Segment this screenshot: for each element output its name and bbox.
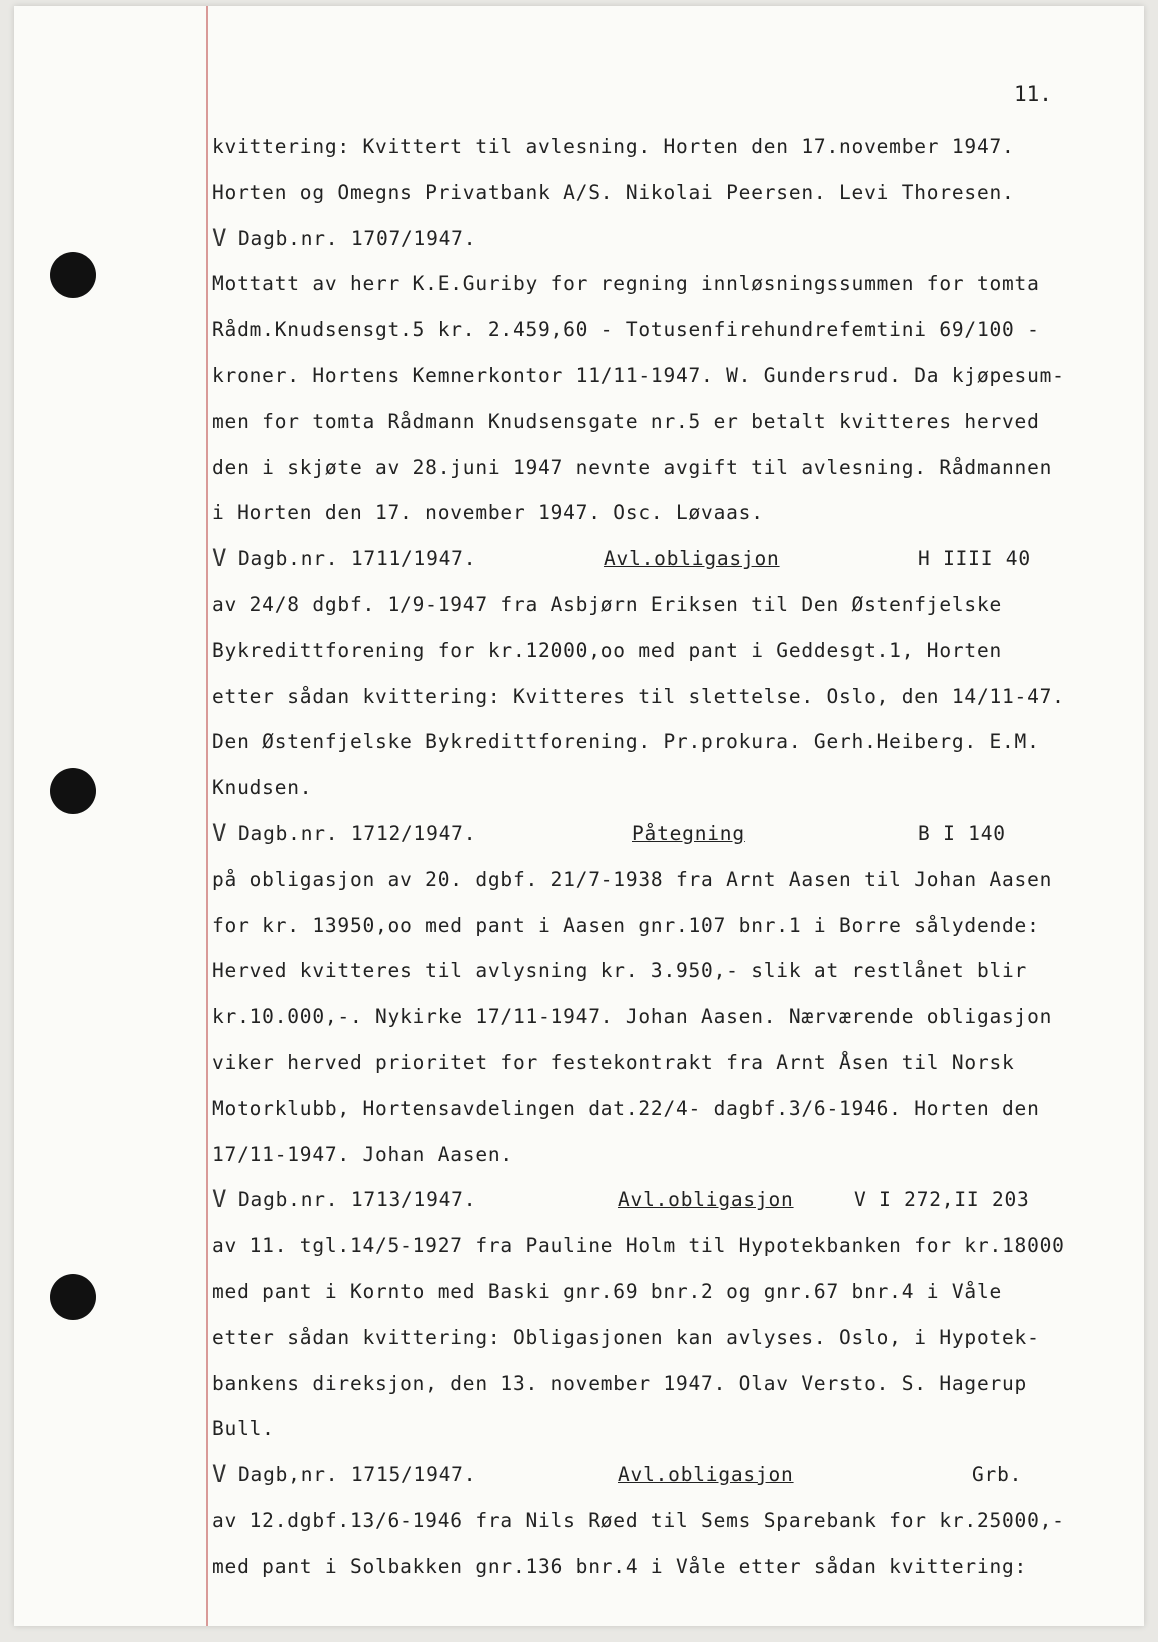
text-line: bankens direksjon, den 13. november 1947. Olav Versto. S. Hagerup <box>212 1371 1028 1395</box>
entry-header <box>212 1177 1134 1223</box>
text-line: Bull. <box>212 1417 275 1441</box>
text-line: av 24/8 dgbf. 1/9-1947 fra Asbjørn Eriksen til Den Østenfjelske <box>212 592 1003 616</box>
check-mark-icon: V <box>212 1185 228 1214</box>
text-line: av 12.dgbf.13/6-1946 fra Nils Røed til Sems Sparebank for kr.25000,- <box>212 1508 1065 1532</box>
ledger-text <box>212 124 1134 1590</box>
entry-header <box>212 811 1134 857</box>
text-line: Mottatt av herr K.E.Guriby for regning innløsningssummen for tomta <box>212 272 1040 296</box>
entry-type: Avl.obligasjon <box>618 1463 794 1487</box>
text-line: av 11. tgl.14/5-1927 fra Pauline Holm til Hypotekbanken for kr.18000 <box>212 1234 1065 1258</box>
text-line: for kr. 13950,oo med pant i Aasen gnr.107 bnr.1 i Borre sålydende: <box>212 913 1040 937</box>
check-mark-icon: V <box>212 1460 228 1489</box>
register-reference: V I 272,II 203 <box>854 1188 1030 1212</box>
ledger-page <box>14 6 1144 1626</box>
text-line: Rådm.Knudsensgt.5 kr. 2.459,60 - Totusenfirehundrefemtini 69/100 - <box>212 318 1040 342</box>
text-line: 17/11-1947. Johan Aasen. <box>212 1142 513 1166</box>
text-line: i Horten den 17. november 1947. Osc. Løvaas. <box>212 501 764 525</box>
entry-header <box>212 216 1134 262</box>
register-reference: B I 140 <box>918 821 1006 845</box>
text-line: den i skjøte av 28.juni 1947 nevnte avgift til avlesning. Rådmannen <box>212 455 1053 479</box>
text-line: Horten og Omegns Privatbank A/S. Nikolai Peersen. Levi Thoresen. <box>212 180 1015 204</box>
text-line: Den Østenfjelske Bykredittforening. Pr.prokura. Gerh.Heiberg. E.M. <box>212 730 1040 754</box>
punch-hole <box>50 768 96 814</box>
entry-type: Påtegning <box>632 821 745 845</box>
check-mark-icon: V <box>212 223 228 252</box>
entry-header <box>212 1452 1134 1498</box>
register-reference: H IIII 40 <box>918 547 1031 571</box>
text-line: Motorklubb, Hortensavdelingen dat.22/4- dagbf.3/6-1946. Horten den <box>212 1096 1040 1120</box>
punch-hole <box>50 252 96 298</box>
entry-header <box>212 536 1134 582</box>
entry-type: Avl.obligasjon <box>604 547 780 571</box>
text-line: kr.10.000,-. Nykirke 17/11-1947. Johan Aasen. Nærværende obligasjon <box>212 1005 1053 1029</box>
diary-number: Dagb.nr. 1711/1947. <box>238 547 477 571</box>
page-number: 11. <box>1014 82 1052 106</box>
text-line: etter sådan kvittering: Kvitteres til slettelse. Oslo, den 14/11-47. <box>212 684 1065 708</box>
text-line: Bykredittforening for kr.12000,oo med pant i Geddesgt.1, Horten <box>212 638 1003 662</box>
diary-number: Dagb.nr. 1713/1947. <box>238 1188 477 1212</box>
text-line: med pant i Kornto med Baski gnr.69 bnr.2 og gnr.67 bnr.4 i Våle <box>212 1279 1003 1303</box>
register-reference: Grb. <box>972 1463 1023 1487</box>
text-line: med pant i Solbakken gnr.136 bnr.4 i Våle etter sådan kvittering: <box>212 1554 1028 1578</box>
check-mark-icon: V <box>212 544 228 573</box>
diary-number: Dagb.nr. 1712/1947. <box>238 821 477 845</box>
text-line: Knudsen. <box>212 776 313 800</box>
check-mark-icon: V <box>212 818 228 847</box>
margin-rule <box>206 6 208 1626</box>
text-line: viker herved prioritet for festekontrakt fra Arnt Åsen til Norsk <box>212 1050 1015 1074</box>
text-line: etter sådan kvittering: Obligasjonen kan avlyses. Oslo, i Hypotek- <box>212 1325 1040 1349</box>
text-line: Herved kvitteres til avlysning kr. 3.950,- slik at restlånet blir <box>212 959 1028 983</box>
text-line: på obligasjon av 20. dgbf. 21/7-1938 fra Arnt Aasen til Johan Aasen <box>212 867 1053 891</box>
text-line: kroner. Hortens Kemnerkontor 11/11-1947. W. Gundersrud. Da kjøpesum- <box>212 363 1065 387</box>
punch-hole <box>50 1274 96 1320</box>
text-line: kvittering: Kvittert til avlesning. Horten den 17.november 1947. <box>212 135 1015 158</box>
text-line: men for tomta Rådmann Knudsensgate nr.5 er betalt kvitteres herved <box>212 409 1040 433</box>
entry-type: Avl.obligasjon <box>618 1188 794 1212</box>
diary-number: Dagb.nr. 1707/1947. <box>238 226 477 250</box>
diary-number: Dagb,nr. 1715/1947. <box>238 1463 477 1487</box>
